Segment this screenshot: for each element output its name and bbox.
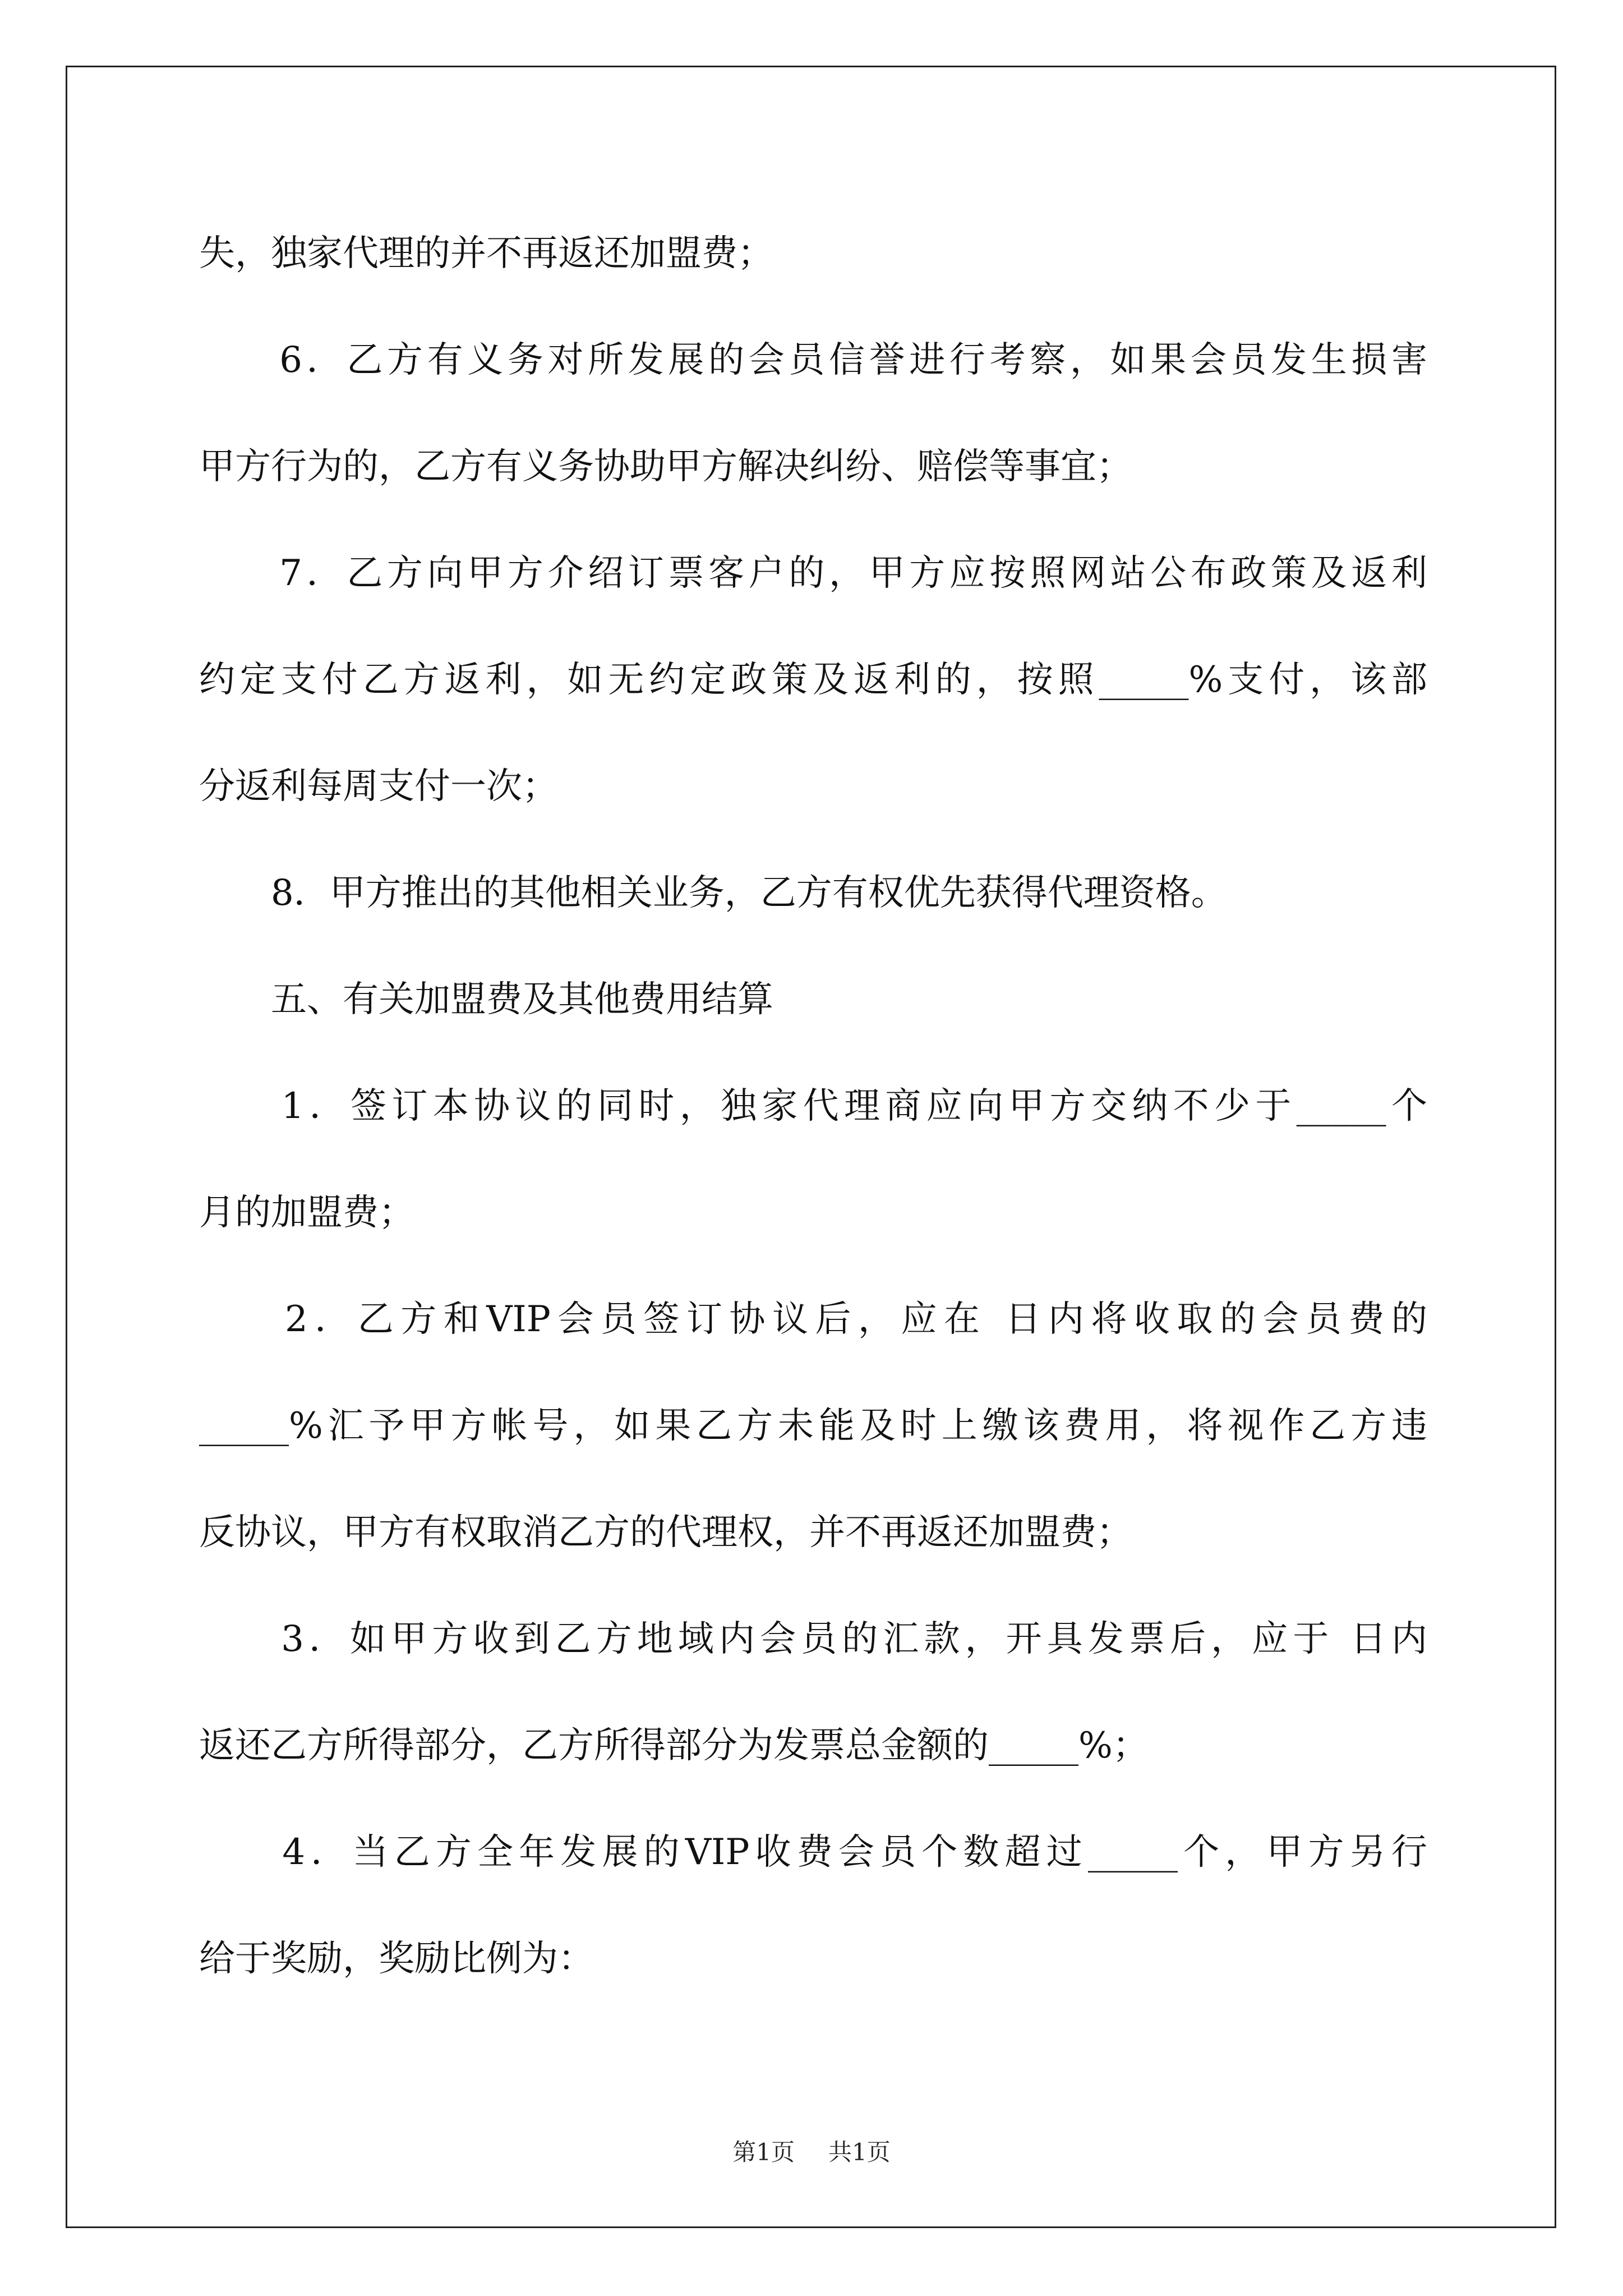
text-line: 给于奖励，奖励比例为： (199, 1938, 594, 1980)
text-line: 返还乙方所得部分，乙方所得部分为发票总金额的_____%； (199, 1725, 1149, 1766)
text-line: 8．甲方推出的其他相关业务，乙方有权优先获得代理资格。 (199, 872, 1227, 914)
text-line: 月的加盟费； (199, 1192, 414, 1234)
text-line: 约定支付乙方返利，如无约定政策及返利的，按照_____%支付，该部 (199, 659, 1427, 701)
text-line: 1．签订本协议的同时，独家代理商应向甲方交纳不少于_____个 (199, 1085, 1427, 1127)
section-heading: 五、有关加盟费及其他费用结算 (199, 979, 773, 1020)
text-line: 6．乙方有义务对所发展的会员信誉进行考察，如果会员发生损害 (199, 339, 1427, 381)
page-border (66, 66, 1556, 2228)
text-line: 分返利每周支付一次； (199, 766, 558, 807)
text-line: 2．乙方和VIP会员签订协议后，应在 日内将收取的会员费的 (199, 1299, 1427, 1340)
text-line: 失，独家代理的并不再返还加盟费； (199, 233, 773, 274)
text-line: 反协议，甲方有权取消乙方的代理权，并不再返还加盟费； (199, 1512, 1132, 1553)
text-line: 甲方行为的，乙方有义务协助甲方解决纠纷、赔偿等事宜； (199, 446, 1132, 487)
page-footer (0, 2138, 1623, 2166)
text-line: 7．乙方向甲方介绍订票客户的，甲方应按照网站公布政策及返利 (199, 553, 1427, 594)
text-line: 3．如甲方收到乙方地域内会员的汇款，开具发票后，应于 日内 (199, 1618, 1427, 1660)
page-total: 共1页 (828, 2138, 891, 2166)
text-line: _____%汇予甲方帐号，如果乙方未能及时上缴该费用，将视作乙方违 (199, 1405, 1427, 1447)
page-number: 第1页 (732, 2138, 795, 2166)
text-line: 4．当乙方全年发展的VIP收费会员个数超过_____个，甲方另行 (199, 1832, 1427, 1873)
